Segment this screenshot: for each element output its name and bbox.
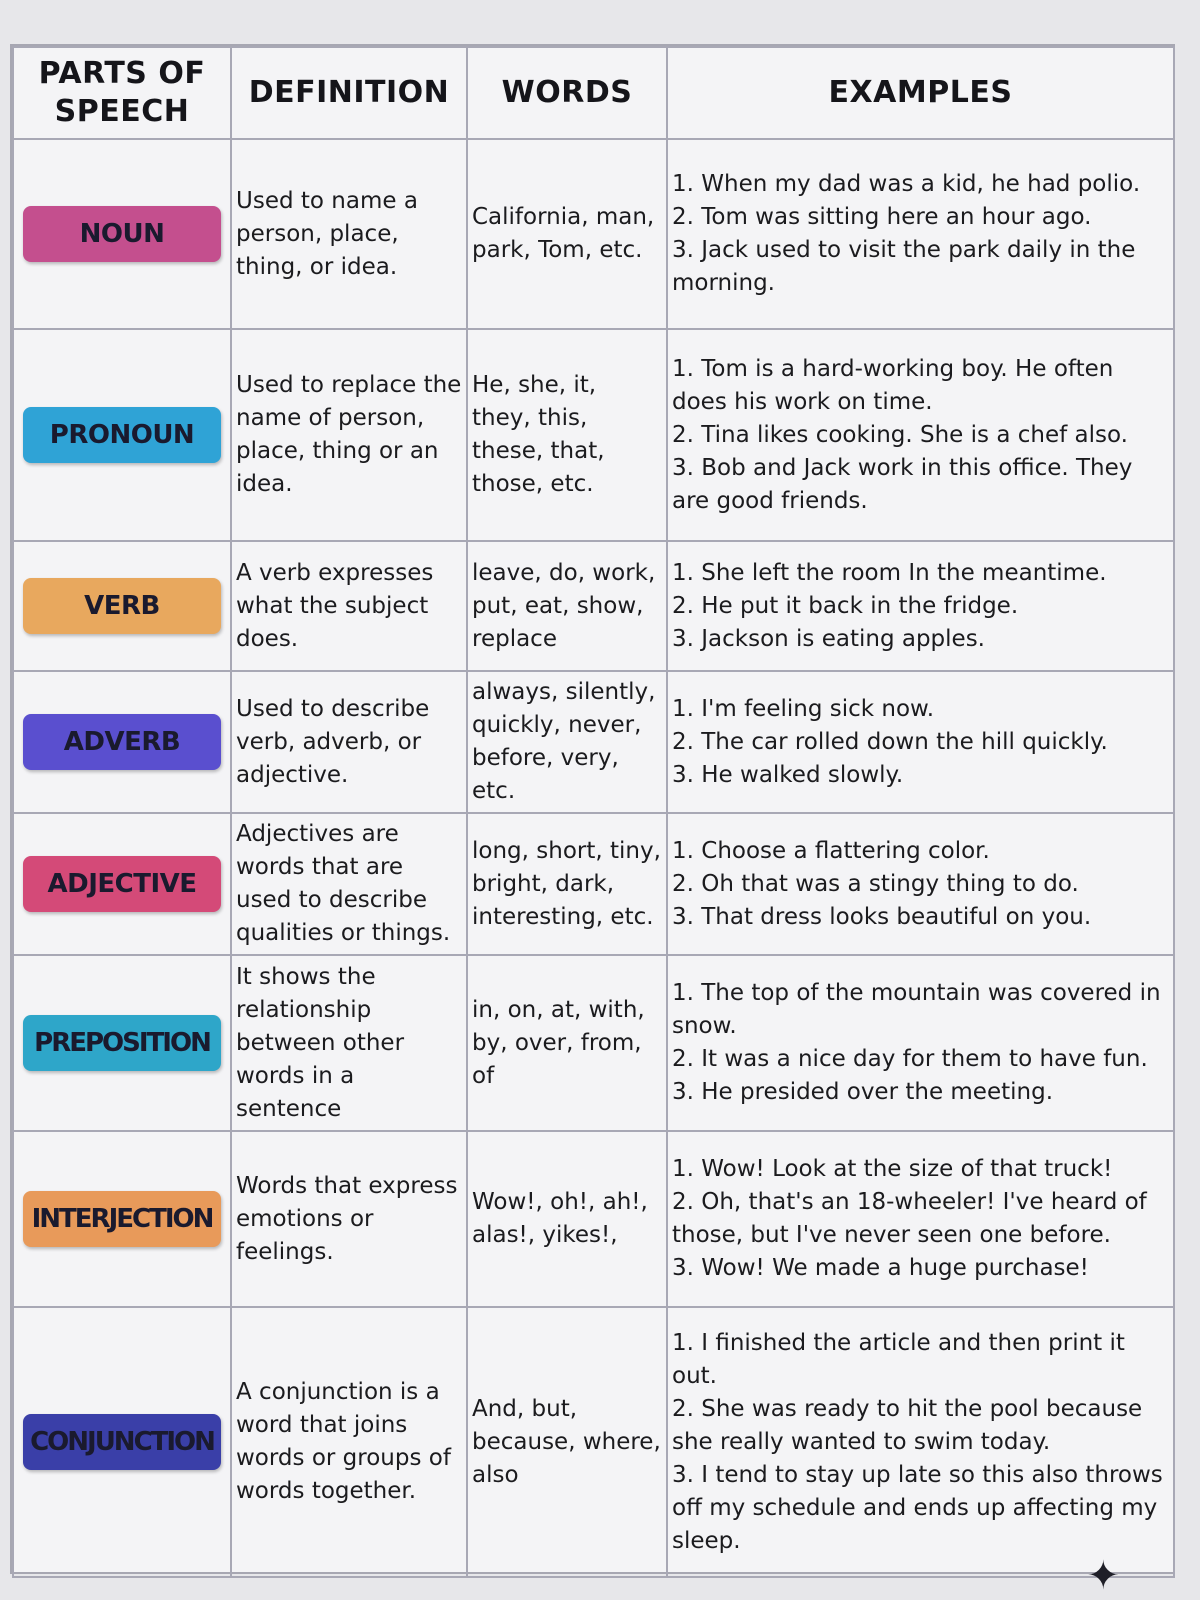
examples-cell	[667, 329, 1174, 541]
examples-cell	[667, 1307, 1174, 1577]
parts-of-speech-table	[12, 46, 1175, 1578]
example-line: 3. I tend to stay up late so this also throws off my schedule and ends up affecting my sleep.	[672, 1461, 1163, 1554]
example-line: 2. She was ready to hit the pool because she really wanted to swim today.	[672, 1395, 1143, 1455]
examples-cell	[667, 955, 1174, 1131]
words-cell: in, on, at, with, by, over, from, of	[467, 955, 667, 1131]
words-cell: leave, do, work, put, eat, show, replace	[467, 541, 667, 671]
example-line: 3. Jackson is eating apples.	[672, 625, 985, 652]
examples-cell	[667, 139, 1174, 329]
example-line: 3. He walked slowly.	[672, 761, 904, 788]
definition-cell: Adjectives are words that are used to describe qualities or things.	[231, 813, 467, 955]
examples-cell	[667, 671, 1174, 813]
example-line: 1. Wow! Look at the size of that truck!	[672, 1156, 1113, 1182]
table-row	[13, 955, 1174, 1131]
pos-cell	[13, 139, 231, 329]
table-row	[13, 671, 1174, 813]
pos-cell	[13, 1131, 231, 1307]
definition-cell: Words that express emotions or feelings.	[231, 1131, 467, 1307]
pos-cell	[13, 329, 231, 541]
words-cell: California, man, park, Tom, etc.	[467, 139, 667, 329]
example-line: 2. Oh, that's an 18-wheeler! I've heard of those, but I've never seen one before.	[672, 1189, 1147, 1248]
header-examples: EXAMPLES	[667, 47, 1174, 139]
words-cell: long, short, tiny, bright, dark, interesting, etc.	[467, 813, 667, 955]
example-line: 3. He presided over the meeting.	[672, 1079, 1054, 1105]
table-row	[13, 1131, 1174, 1307]
pos-badge-verb: VERB	[23, 578, 221, 634]
examples-cell	[667, 813, 1174, 955]
examples-cell	[667, 1131, 1174, 1307]
example-line: 3. Wow! We made a huge purchase!	[672, 1255, 1089, 1281]
example-line: 1. I finished the article and then print it out.	[672, 1329, 1125, 1389]
example-line: 3. That dress looks beautiful on you.	[672, 903, 1092, 930]
pos-cell	[13, 955, 231, 1131]
example-line: 3. Jack used to visit the park daily in the morning.	[672, 237, 1136, 296]
sparkle-icon: ✦	[1086, 1553, 1120, 1599]
example-line: 2. Tom was sitting here an hour ago.	[672, 204, 1092, 230]
definition-cell: It shows the relationship between other words in a sentence	[231, 955, 467, 1131]
words-cell: Wow!, oh!, ah!, alas!, yikes!,	[467, 1131, 667, 1307]
pos-cell	[13, 541, 231, 671]
example-line: 2. Tina likes cooking. She is a chef also.	[672, 421, 1128, 448]
table-row	[13, 1307, 1174, 1577]
example-line: 1. Choose a flattering color.	[672, 837, 990, 864]
definition-cell: Used to name a person, place, thing, or idea.	[231, 139, 467, 329]
pos-cell	[13, 1307, 231, 1577]
words-cell: And, but, because, where, also	[467, 1307, 667, 1577]
definition-cell: Used to describe verb, adverb, or adjective.	[231, 671, 467, 813]
pos-cell	[13, 813, 231, 955]
pos-badge-interjection: INTERJECTION	[23, 1191, 221, 1247]
table-row	[13, 813, 1174, 955]
example-line: 2. The car rolled down the hill quickly.	[672, 728, 1108, 755]
parts-of-speech-sheet	[10, 44, 1175, 1574]
definition-cell: A verb expresses what the subject does.	[231, 541, 467, 671]
pos-badge-adjective: ADJECTIVE	[23, 856, 221, 912]
header-parts-of-speech: PARTS OF SPEECH	[13, 47, 231, 139]
definition-cell: Used to replace the name of person, place, thing or an idea.	[231, 329, 467, 541]
pos-badge-adverb: ADVERB	[23, 714, 221, 770]
example-line: 2. Oh that was a stingy thing to do.	[672, 870, 1079, 897]
header-row	[13, 47, 1174, 139]
header-words: WORDS	[467, 47, 667, 139]
table-row	[13, 329, 1174, 541]
table-row	[13, 139, 1174, 329]
example-line: 1. She left the room In the meantime.	[672, 559, 1107, 586]
example-line: 2. He put it back in the fridge.	[672, 592, 1019, 619]
example-line: 1. I'm feeling sick now.	[672, 695, 935, 722]
words-cell: always, silently, quickly, never, before, very, etc.	[467, 671, 667, 813]
example-line: 1. Tom is a hard-working boy. He often does his work on time.	[672, 355, 1114, 415]
example-line: 2. It was a nice day for them to have fun.	[672, 1046, 1148, 1072]
pos-badge-conjunction: CONJUNCTION	[23, 1414, 221, 1470]
example-line: 3. Bob and Jack work in this office. They are good friends.	[672, 454, 1133, 514]
example-line: 1. When my dad was a kid, he had polio.	[672, 171, 1141, 197]
pos-badge-preposition: PREPOSITION	[23, 1015, 221, 1071]
pos-badge-pronoun: PRONOUN	[23, 407, 221, 463]
examples-cell	[667, 541, 1174, 671]
definition-cell: A conjunction is a word that joins words or groups of words together.	[231, 1307, 467, 1577]
words-cell: He, she, it, they, this, these, that, those, etc.	[467, 329, 667, 541]
example-line: 1. The top of the mountain was covered in snow.	[672, 980, 1161, 1039]
pos-cell	[13, 671, 231, 813]
pos-badge-noun: NOUN	[23, 206, 221, 262]
table-row	[13, 541, 1174, 671]
header-definition: DEFINITION	[231, 47, 467, 139]
